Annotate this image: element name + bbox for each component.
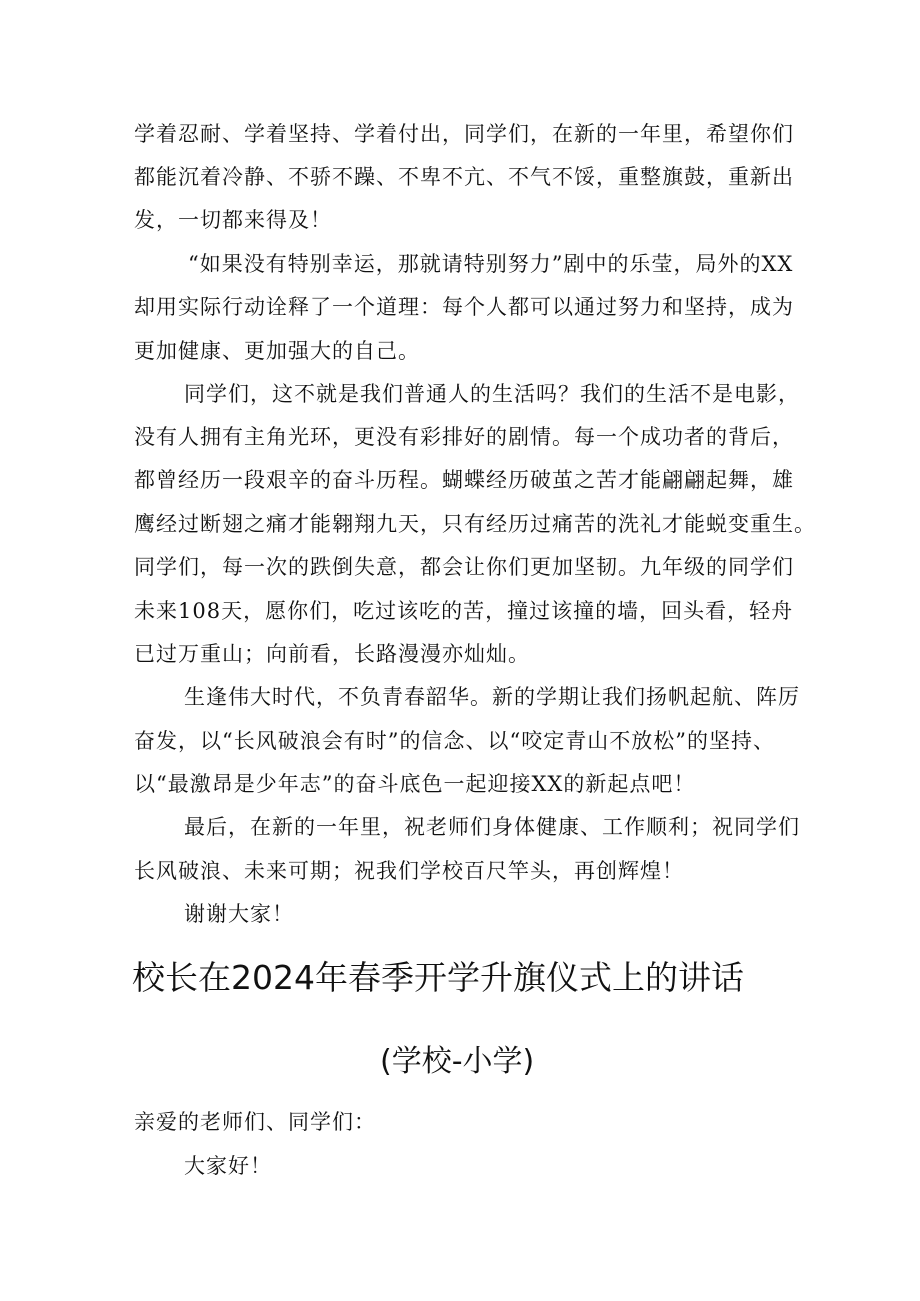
closing-thanks: 谢谢大家！ xyxy=(184,902,294,926)
body-text-line: 同学们，每一次的跌倒失意，都会让你们更加坚韧。九年级的同学们 xyxy=(134,555,794,579)
salutation: 亲爱的老师们、同学们： xyxy=(134,1110,376,1134)
body-text-line: 发，一切都来得及！ xyxy=(134,208,332,232)
body-text-line: 没有人拥有主角光环，更没有彩排好的剧情。每一个成功者的背后， xyxy=(134,425,794,449)
body-text-line: 同学们，这不就是我们普通人的生活吗？我们的生活不是电影， xyxy=(184,382,800,406)
speech-title: 校长在2024年春季开学升旗仪式上的讲话 xyxy=(132,958,744,997)
body-text-line: 更加健康、更加强大的自己。 xyxy=(134,339,420,363)
body-text-line: 已过万重山；向前看，长路漫漫亦灿灿。 xyxy=(134,642,530,666)
body-text-line: 最后，在新的一年里，祝老师们身体健康、工作顺利；祝同学们 xyxy=(184,815,800,839)
body-text-line: 生逢伟大时代，不负青春韶华。新的学期让我们扬帆起航、阵厉 xyxy=(184,685,800,709)
body-text-line: 学着忍耐、学着坚持、学着付出，同学们，在新的一年里，希望你们 xyxy=(134,122,794,146)
body-text-line: 却用实际行动诠释了一个道理：每个人都可以通过努力和坚持，成为 xyxy=(134,295,794,319)
body-text-line: 奋发，以“长风破浪会有时”的信念、以“咬定青山不放松”的坚持、 xyxy=(134,729,775,753)
body-text-line: 都能沉着冷静、不骄不躁、不卑不亢、不气不馁，重整旗鼓，重新出 xyxy=(134,165,794,189)
body-text-line: 长风破浪、未来可期；祝我们学校百尺竿头，再创辉煌！ xyxy=(134,859,684,883)
body-text-line: 都曾经历一段艰辛的奋斗历程。蝴蝶经历破茧之苦才能翩翩起舞，雄 xyxy=(134,468,794,492)
greeting: 大家好！ xyxy=(184,1154,272,1178)
speech-subtitle: (学校-小学) xyxy=(380,1044,535,1079)
body-text-line: 未来108天，愿你们，吃过该吃的苦，撞过该撞的墙，回头看，轻舟 xyxy=(134,599,794,623)
body-text-line: 以“最激昂是少年志”的奋斗底色一起迎接XX的新起点吧！ xyxy=(134,772,696,796)
body-text-line: 鹰经过断翅之痛才能翱翔九天，只有经历过痛苦的洗礼才能蜕变重生。 xyxy=(134,512,816,536)
body-text-line: “如果没有特别幸运，那就请特别努力”剧中的乐莹，局外的XX xyxy=(188,252,794,276)
